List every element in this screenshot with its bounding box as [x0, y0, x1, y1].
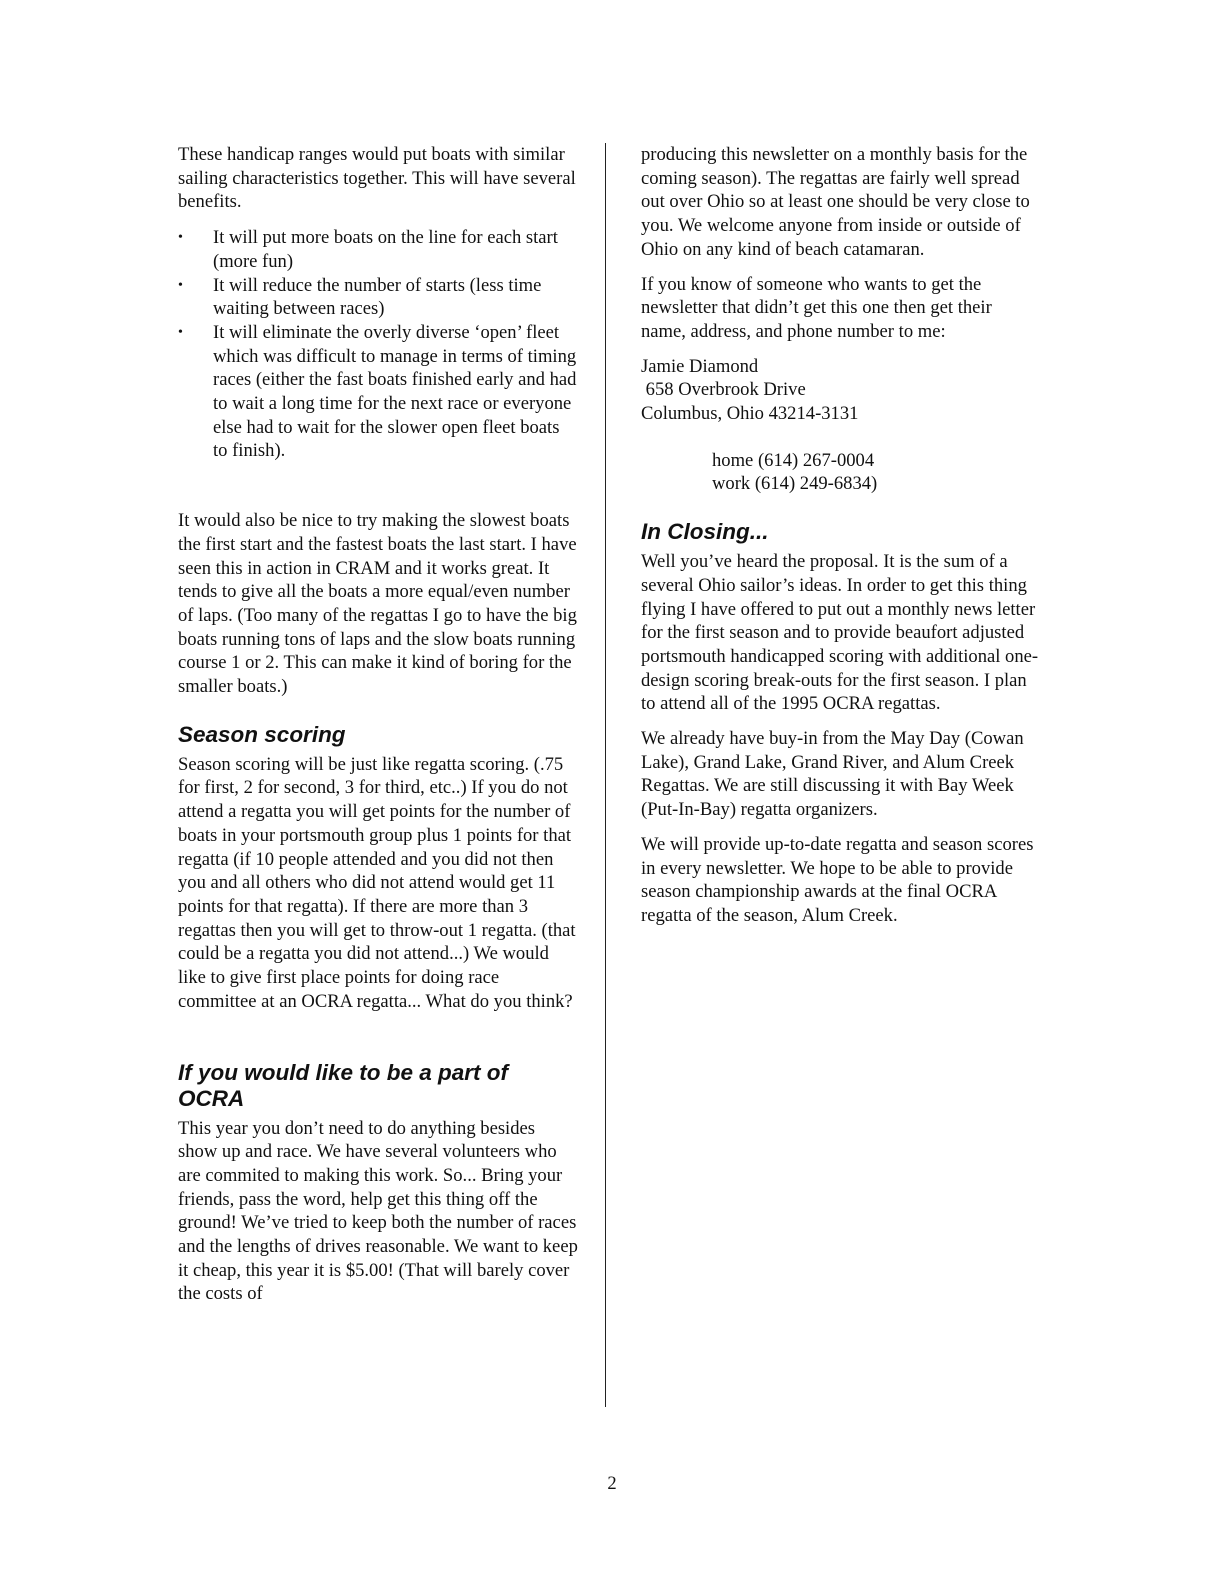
list-item [178, 226, 578, 273]
closing-paragraph-3: We will provide up-to-date regatta and season scores in every newsletter. We hope to be able to provide season championship awards at the final OCRA regatta of the season, Alum Creek. [641, 833, 1034, 926]
left-column [178, 143, 578, 1306]
list-item-text: It will put more boats on the line for each start (more fun) [213, 227, 558, 272]
contact-address [641, 355, 1041, 426]
continuation-paragraph: producing this newsletter on a monthly basis for the coming season). The regattas are fairly well spread out over Ohio so at least one should be very close to you. We welcome anyone from inside or outside of Ohio on any kind of beach catamaran. [641, 144, 1030, 260]
handicap-intro-paragraph: These handicap ranges would put boats with similar sailing characteristics together. This will have several benefits. [178, 144, 576, 213]
closing-paragraph-1: Well you’ve heard the proposal. It is the sum of a several Ohio sailor’s ideas. In order to get this thing flying I have offered to put out a monthly news letter for the first season and to provide beaufort adjusted portsmouth handicapped scoring with additional one-design scoring break-outs for the first season. I plan to attend all of the 1995 OCRA regattas. [641, 551, 1039, 715]
contact-street: 658 Overbrook Drive [641, 379, 806, 401]
page-number: 2 [607, 1473, 617, 1494]
right-column [641, 143, 1041, 928]
join-ocra-paragraph: This year you don’t need to do anything besides show up and race. We have several volunteers who are commited to making this work. So... Bring your friends, pass the word, help get this thing off the ground! We’ve tried to keep both the number of races and the lengths of drives reasonable. We want to keep it cheap, this year it is $5.00! (That will barely cover the costs of [178, 1117, 578, 1305]
contact-phones [641, 449, 1041, 496]
bullet-icon: • [178, 324, 183, 340]
benefits-list [178, 226, 578, 463]
list-item-text: It will eliminate the overly diverse ‘open’ fleet which was difficult to manage in terms of timing races (either the fast boats finished early and had to wait a long time for the next race or everyone else had to wait for the slower open fleet boats to finish). [213, 321, 577, 462]
contact-city: Columbus, Ohio 43214-3131 [641, 403, 859, 425]
start-order-paragraph: It would also be nice to try making the slowest boats the first start and the fastest boats the last start. I have seen this in action in CRAM and it works great. It tends to give all the boats a more equal/even number of laps. (Too many of the regattas I go to have the big boats running tons of laps and the slow boats running course 1 or 2. This can make it kind of boring for the smaller boats.) [178, 510, 577, 698]
season-scoring-heading: Season scoring [178, 721, 346, 747]
bullet-icon: • [178, 277, 183, 293]
home-phone: home (614) 267-0004 [712, 449, 875, 471]
contact-intro-paragraph: If you know of someone who wants to get the newsletter that didn’t get this one then get their name, address, and phone number to me: [641, 273, 992, 342]
contact-name: Jamie Diamond [641, 355, 759, 377]
season-scoring-paragraph: Season scoring will be just like regatta scoring. (.75 for first, 2 for second, 3 for third, etc..) If you do not attend a regatta you will get points for the number of boats in your portsmouth group plus 1 points for that regatta (if 10 people attended and you did not then you and all others who did not attend would get 11 points for that regatta). If there are more than 3 regattas then you will get to throw-out 1 regatta. (that could be a regatta you did not attend...) We would like to give first place points for doing race committee at an OCRA regatta... What do you think? [178, 753, 576, 1012]
closing-heading: In Closing... [641, 519, 769, 545]
bullet-icon: • [178, 230, 183, 246]
closing-paragraph-2: We already have buy-in from the May Day (Cowan Lake), Grand Lake, Grand River, and Alum Creek Regattas. We are still discussing it with Bay Week (Put-In-Bay) regatta organizers. [641, 728, 1024, 821]
list-item [178, 274, 578, 321]
column-divider [605, 143, 606, 1407]
list-item [178, 321, 578, 463]
list-item-text: It will reduce the number of starts (less time waiting between races) [213, 274, 542, 320]
work-phone: work (614) 249-6834) [712, 473, 878, 495]
join-ocra-heading: If you would like to be a part of OCRA [178, 1059, 509, 1111]
